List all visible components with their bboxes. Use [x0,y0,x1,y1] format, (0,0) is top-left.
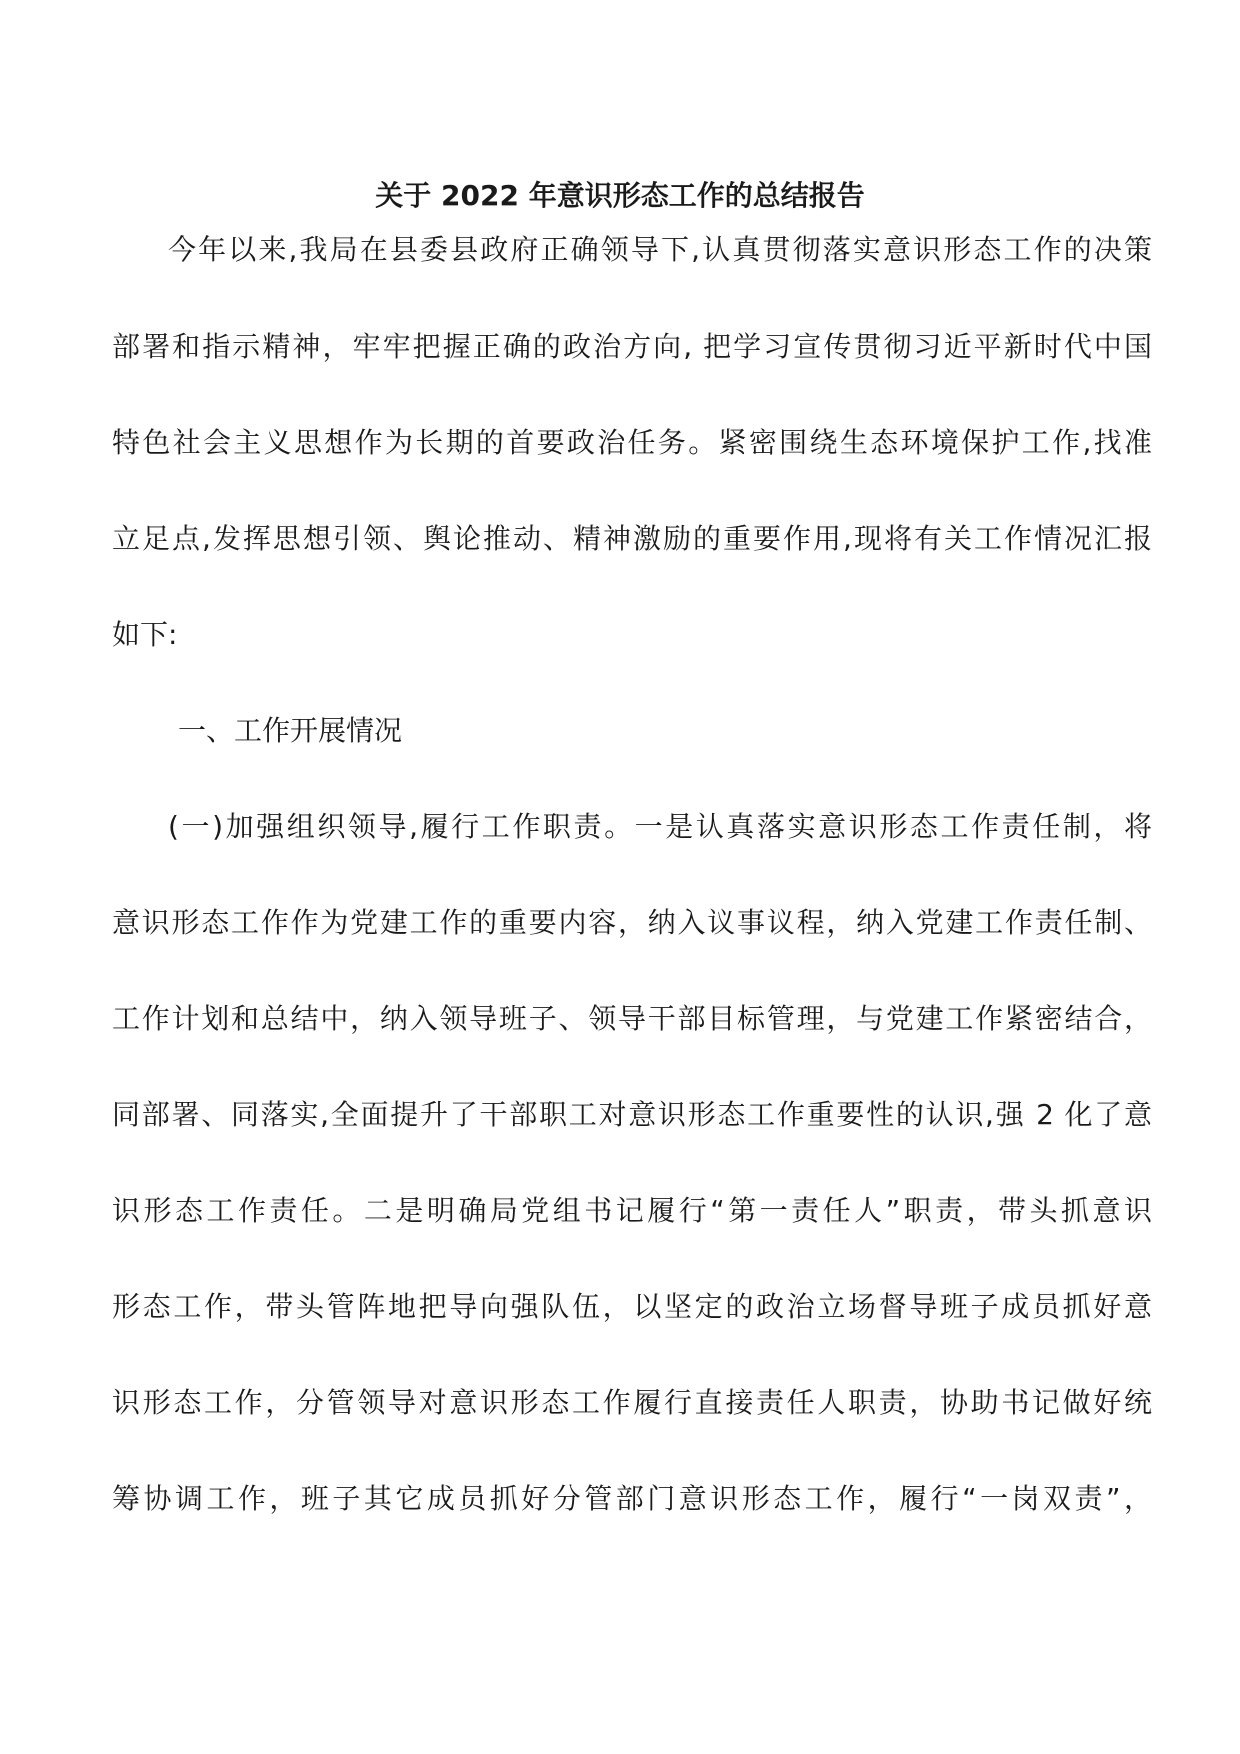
paragraph-line: 立足点,发挥思想引领、舆论推动、精神激励的重要作用,现将有关工作情况汇报 [112,522,1152,555]
paragraph-line: 部署和指示精神，牢牢把握正确的政治方向, 把学习宣传贯彻习近平新时代中国 [112,330,1152,363]
paragraph-line: 形态工作，带头管阵地把导向强队伍，以坚定的政治立场督导班子成员抓好意 [112,1290,1152,1323]
paragraph-line: 今年以来,我局在县委县政府正确领导下,认真贯彻落实意识形态工作的决策 [168,233,1152,266]
paragraph-line: 识形态工作，分管领导对意识形态工作履行直接责任人职责，协助书记做好统 [112,1386,1152,1419]
section-heading: 一、工作开展情况 [178,714,403,747]
paragraph-line: 识形态工作责任。二是明确局党组书记履行“第一责任人”职责，带头抓意识 [112,1194,1152,1227]
paragraph-line: 如下: [112,618,178,651]
paragraph-line: 同部署、同落实,全面提升了干部职工对意识形态工作重要性的认识,强 2 化了意 [112,1098,1152,1131]
paragraph-line: 特色社会主义思想作为长期的首要政治任务。紧密围绕生态环境保护工作,找准 [112,426,1152,459]
paragraph-line: 筹协调工作，班子其它成员抓好分管部门意识形态工作，履行“一岗双责”， [112,1482,1152,1515]
paragraph-line: 意识形态工作作为党建工作的重要内容，纳入议事议程，纳入党建工作责任制、 [112,906,1152,939]
document-title: 关于 2022 年意识形态工作的总结报告 [375,179,865,212]
paragraph-line: 工作计划和总结中，纳入领导班子、领导干部目标管理，与党建工作紧密结合， [112,1002,1152,1035]
paragraph-line: (一)加强组织领导,履行工作职责。一是认真落实意识形态工作责任制，将 [168,810,1152,843]
